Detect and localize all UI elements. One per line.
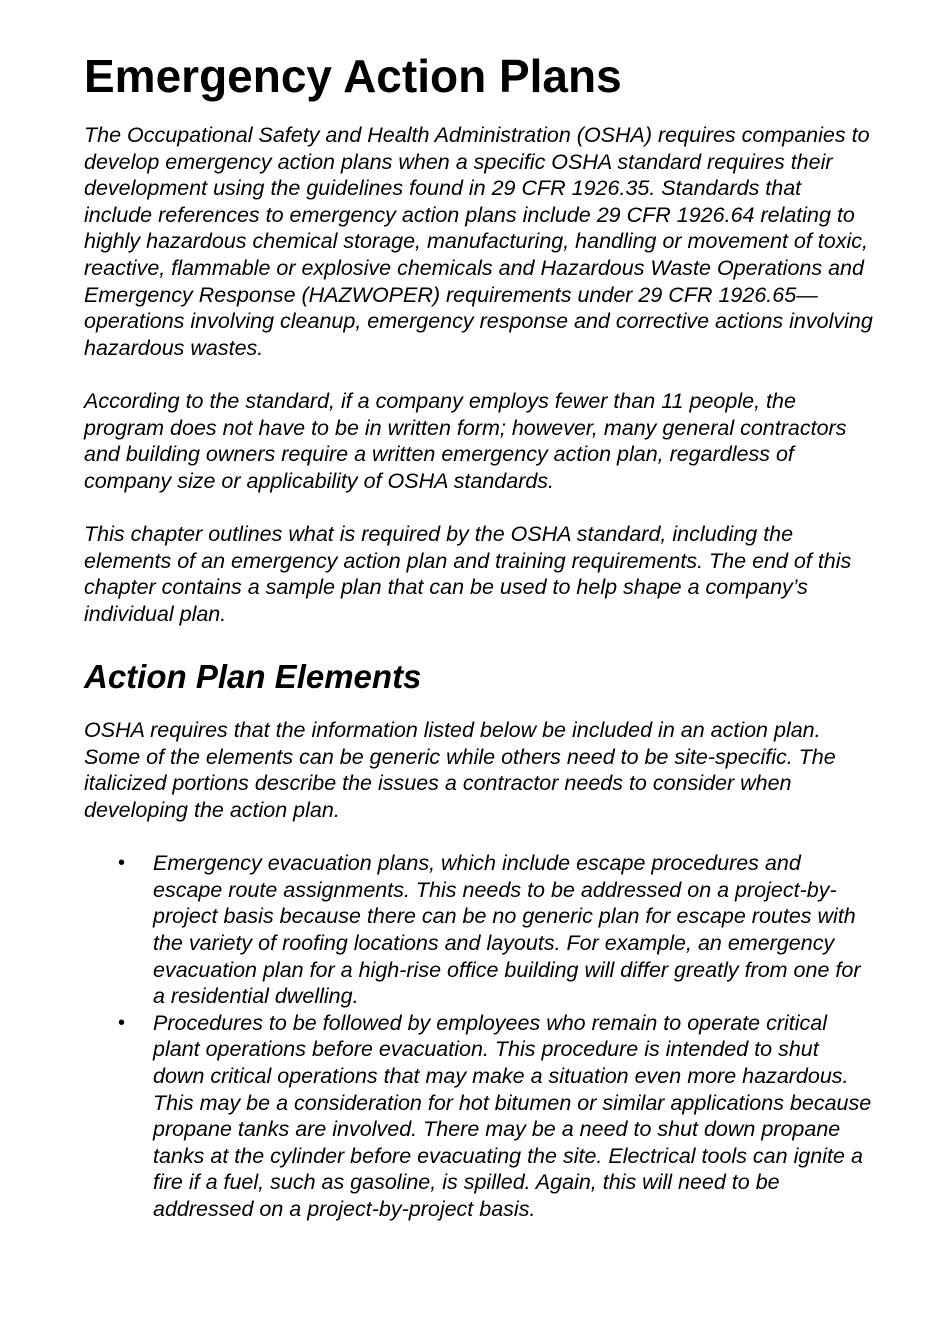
section-heading: Action Plan Elements — [84, 658, 422, 696]
list-item-text: Procedures to be followed by employees who remain to operate critical plant operations before evacuation. This procedure is intended to shut down critical operations that may make a situation even more hazardous. This may be a consideration for hot bitumen or similar applications because propane tanks are involved. There may be a need to shut down propane tanks at the cylinder before evacuating the site. Electrical tools can ignite a fire if a fuel, such as gasoline, is spilled. Again, this will need to be addressed on a project-by-project basis. — [153, 1010, 872, 1221]
intro-paragraph-3: This chapter outlines what is required by the OSHA standard, including the elements of an emergency action plan and training requirements. The end of this chapter contains a sample plan that can be used to help shape a company’s individual plan. — [84, 521, 852, 626]
list-item — [84, 1010, 874, 1223]
document-page — [84, 50, 874, 1223]
page-title: Emergency Action Plans — [84, 50, 622, 102]
elements-list — [84, 850, 874, 1222]
intro-paragraph-1: The Occupational Safety and Health Administration (OSHA) requires companies to develop emergency action plans when a specific OSHA standard requires their development using the guidelines found in 29 CFR 1926.35. Standards that include references to emergency action plans include 29 CFR 1926.64 relating to highly hazardous chemical storage, manufacturing, handling or movement of toxic, reactive, flammable or explosive chemicals and Hazardous Waste Operations and Emergency Response (HAZWOPER) requirements under 29 CFR 1926.65—operations involving cleanup, emergency response and corrective actions involving hazardous wastes. — [84, 123, 873, 360]
intro-paragraph-2: According to the standard, if a company employs fewer than 11 people, the program does not have to be in written form; however, many general contractors and building owners require a written emergency action plan, regardless of company size or applicability of OSHA standards. — [84, 388, 847, 493]
bullet-icon: • — [118, 852, 126, 875]
bullet-icon: • — [118, 1011, 126, 1034]
list-item — [84, 850, 874, 1010]
list-item-text: Emergency evacuation plans, which include escape procedures and escape route assignments. This needs to be addressed on a project-by-project basis because there can be no generic plan for escape routes with the variety of roofing locations and layouts. For example, an emergency evacuation plan for a high-rise office building will differ greatly from one for a residential dwelling. — [153, 851, 861, 1009]
section-paragraph: OSHA requires that the information listed below be included in an action plan. Some of the elements can be generic while others need to be site-specific. The italicized portions describe the issues a contractor needs to consider when developing the action plan. — [84, 718, 836, 823]
